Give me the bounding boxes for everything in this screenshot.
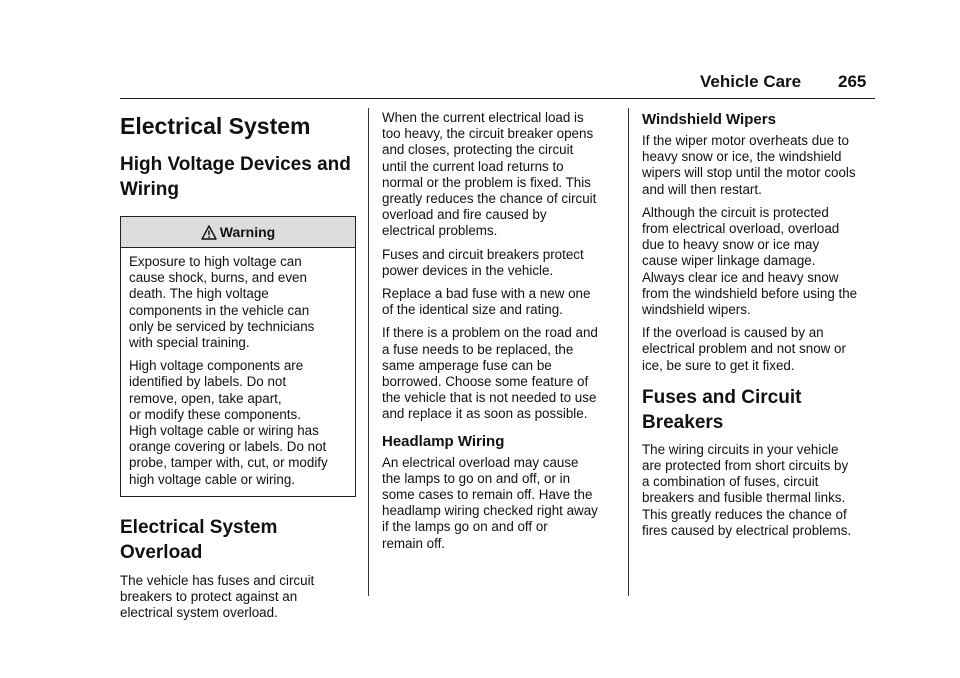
paragraph-wiper-fix: If the overload is caused by an electrical problem and not snow or ice, be sure to get it fixed.	[642, 325, 846, 373]
column-2	[382, 110, 614, 552]
paragraph-wiring-circuits: The wiring circuits in your vehicle are protected from short circuits by a combination of fuses, circuit breakers and fusible thermal links. This greatly reduces the chance of fires caused by electrical problems.	[642, 441, 852, 538]
warning-header	[121, 217, 355, 248]
paragraph-fuses-protect: Fuses and circuit breakers protect power devices in the vehicle.	[382, 246, 584, 278]
column-1	[120, 110, 356, 621]
column-3	[642, 110, 878, 539]
header-title: Vehicle Care	[700, 72, 802, 91]
paragraph-wiper-protection: Although the circuit is protected from electrical overload, overload due to heavy snow or ice may cause wiper linkage damage. Always clear ice and heavy snow from the windshield before using the windshield wipers.	[642, 204, 858, 318]
subsection-title-wipers: Windshield Wipers	[642, 111, 776, 128]
warning-paragraph-1: Exposure to high voltage can cause shock, burns, and even death. The high voltage components in the vehicle can only be serviced by technicians with special training.	[129, 254, 315, 351]
subsection-title-overload: Electrical System Overload	[120, 516, 278, 563]
paragraph-overload: The vehicle has fuses and circuit breakers to protect against an electrical system overload.	[120, 572, 315, 621]
paragraph-headlamp: An electrical overload may cause the lamps to go on and off, or in some cases to remain off. Have the headlamp wiring checked right away if the lamps go on and off or remain off.	[382, 454, 598, 551]
paragraph-replace-fuse: Replace a bad fuse with a new one of the identical size and rating.	[382, 286, 591, 318]
warning-box	[120, 216, 356, 497]
paragraph-wiper-overheat: If the wiper motor overheats due to heavy snow or ice, the windshield wipers will stop until the motor cools and will then restart.	[642, 133, 856, 197]
warning-icon	[201, 225, 217, 240]
header-rule	[120, 98, 875, 99]
subsection-title-fuses: Fuses and Circuit Breakers	[642, 386, 802, 433]
page-number: 265	[838, 72, 867, 91]
paragraph-circuit-breaker: When the current electrical load is too heavy, the circuit breaker opens and closes, protecting the circuit until the current load returns to normal or the problem is fixed. This greatly reduces the chance of circuit overload and fire caused by electrical problems.	[382, 110, 597, 239]
warning-label: Warning	[219, 224, 276, 240]
column-divider-1	[368, 108, 369, 596]
column-divider-2	[628, 108, 629, 596]
subsection-title-high-voltage: High Voltage Devices and Wiring	[120, 154, 351, 200]
warning-body	[121, 248, 355, 496]
paragraph-road-problem: If there is a problem on the road and a fuse needs to be replaced, the same amperage fuse can be borrowed. Choose some feature of the vehicle that is not needed to use and replace it as soon as possible.	[382, 325, 598, 422]
warning-paragraph-2: High voltage components are identified by labels. Do not remove, open, take apart, or modify these components. High voltage cable or wiring has orange covering or labels. Do not probe, tamper with, cut, or modify high voltage cable or wiring.	[129, 358, 328, 487]
section-title: Electrical System	[120, 113, 311, 139]
subsection-title-headlamp: Headlamp Wiring	[382, 432, 505, 450]
